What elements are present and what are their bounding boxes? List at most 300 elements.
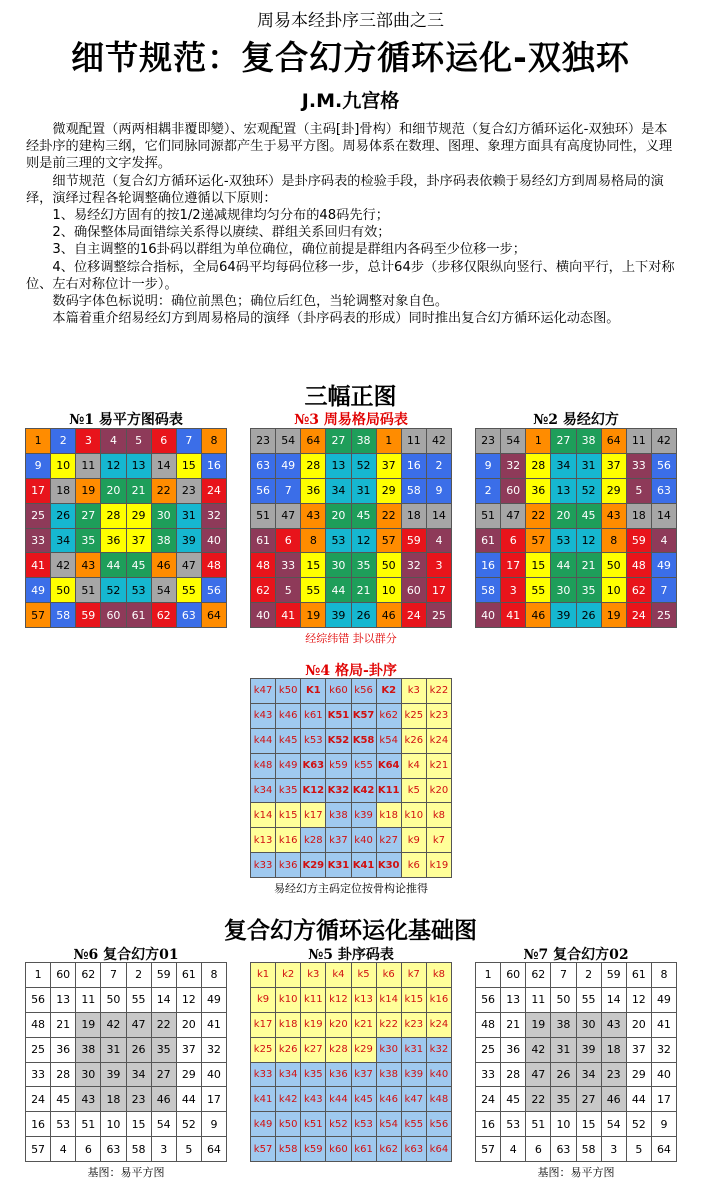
table-cell: k24 <box>426 728 451 753</box>
table-cell: k26 <box>276 1037 301 1062</box>
table-cell: 38 <box>76 1037 101 1062</box>
table-row <box>251 1012 452 1037</box>
hexagram-code-table <box>250 962 452 1162</box>
table-cell: 24 <box>476 1087 501 1112</box>
table-cell: k27 <box>301 1037 326 1062</box>
table-cell: k9 <box>401 828 426 853</box>
table-cell: 4 <box>426 528 451 553</box>
table-cell: 16 <box>201 453 226 478</box>
table-cell: k25 <box>251 1037 276 1062</box>
section-heading: 复合幻方循环运化基础图 <box>224 917 477 944</box>
table-cell: 25 <box>476 1037 501 1062</box>
table-cell: k35 <box>301 1062 326 1087</box>
table-cell: 5 <box>126 429 151 454</box>
table-cell: K30 <box>376 853 401 878</box>
table-cell: 3 <box>151 1137 176 1162</box>
table-cell: 12 <box>351 528 376 553</box>
table-cell: 6 <box>151 429 176 454</box>
table-cell: 61 <box>476 528 501 553</box>
table-cell: 10 <box>51 453 76 478</box>
table-cell: 10 <box>101 1112 126 1137</box>
table-cell: 32 <box>201 503 226 528</box>
table-cell: k48 <box>251 753 276 778</box>
table-cell: 54 <box>151 1112 176 1137</box>
table-cell: 6 <box>76 1137 101 1162</box>
table-cell: 34 <box>326 478 351 503</box>
table-row <box>476 503 677 528</box>
table-cell: 39 <box>551 603 576 628</box>
table-cell: 50 <box>51 578 76 603</box>
table-cell: k44 <box>251 728 276 753</box>
table-cell: 60 <box>501 963 526 988</box>
author-line: J.M.九宫格 <box>301 90 400 112</box>
table-cell: k24 <box>426 1012 451 1037</box>
table-cell: K63 <box>301 753 326 778</box>
table-cell: 41 <box>276 603 301 628</box>
table-cell: 59 <box>601 963 626 988</box>
table-cell: k7 <box>401 963 426 988</box>
table-cell: 34 <box>51 528 76 553</box>
table-cell: 2 <box>576 963 601 988</box>
table-cell: 27 <box>576 1087 601 1112</box>
table-cell: k8 <box>426 963 451 988</box>
table-row <box>251 478 452 503</box>
table-cell: 57 <box>526 528 551 553</box>
table-row <box>26 578 227 603</box>
table-cell: 41 <box>651 1012 676 1037</box>
table-cell: 42 <box>101 1012 126 1037</box>
table-cell: 62 <box>76 963 101 988</box>
table-cell: 6 <box>526 1137 551 1162</box>
table-cell: 50 <box>101 987 126 1012</box>
table-cell: k61 <box>301 703 326 728</box>
table-cell: 38 <box>151 528 176 553</box>
table-row <box>251 1087 452 1112</box>
page-title: 细节规范：复合幻方循环运化-双独环 <box>71 38 630 77</box>
table-cell: 35 <box>576 578 601 603</box>
table-cell: k50 <box>276 679 301 704</box>
table-cell: k53 <box>351 1112 376 1137</box>
table-cell: k59 <box>301 1137 326 1162</box>
table-cell: 7 <box>551 963 576 988</box>
table-cell: 19 <box>601 603 626 628</box>
table-row <box>251 987 452 1012</box>
table-cell: 17 <box>501 553 526 578</box>
table-row <box>251 703 452 728</box>
table-row <box>476 1012 677 1037</box>
table-cell: 13 <box>51 987 76 1012</box>
table-cell: K31 <box>326 853 351 878</box>
table-cell: 5 <box>176 1137 201 1162</box>
table-cell: 13 <box>551 478 576 503</box>
table-row <box>251 503 452 528</box>
table-cell: 15 <box>301 553 326 578</box>
table-cell: k35 <box>276 778 301 803</box>
table-cell: K58 <box>351 728 376 753</box>
table-cell: 12 <box>176 987 201 1012</box>
table-label: №2 易经幻方 <box>533 412 619 428</box>
table-cell: 24 <box>401 603 426 628</box>
table-cell: 31 <box>351 478 376 503</box>
table-label: №5 卦序码表 <box>308 947 394 963</box>
intro-paragraph: 数码字体色标说明：确位前黑色；确位后红色，当轮调整对象自色。 <box>52 294 449 310</box>
table-cell: 36 <box>501 1037 526 1062</box>
table-row <box>476 553 677 578</box>
intro-rule: 2、确保整体局面错综关系得以赓续、群组关系回归有效； <box>52 225 391 241</box>
table-row <box>26 453 227 478</box>
table-cell: k15 <box>401 987 426 1012</box>
table-cell: 62 <box>151 603 176 628</box>
table-cell: 47 <box>276 503 301 528</box>
table-cell: K11 <box>376 778 401 803</box>
table-row <box>251 603 452 628</box>
table-cell: 43 <box>301 503 326 528</box>
table-cell: K2 <box>376 679 401 704</box>
table-cell: 40 <box>476 603 501 628</box>
table-cell: k36 <box>276 853 301 878</box>
table-cell: k23 <box>426 703 451 728</box>
table-cell: 20 <box>626 1012 651 1037</box>
table-cell: 46 <box>601 1087 626 1112</box>
table-cell: 55 <box>526 578 551 603</box>
table-cell: 56 <box>251 478 276 503</box>
table-cell: 44 <box>326 578 351 603</box>
table-cell: k3 <box>401 679 426 704</box>
table-cell: 21 <box>351 578 376 603</box>
table-cell: 6 <box>501 528 526 553</box>
table-cell: k21 <box>426 753 451 778</box>
table-cell: k43 <box>251 703 276 728</box>
table-cell: 58 <box>401 478 426 503</box>
table-cell: k38 <box>376 1062 401 1087</box>
table-cell: 14 <box>151 987 176 1012</box>
table-cell: 51 <box>476 503 501 528</box>
table-cell: k22 <box>376 1012 401 1037</box>
table-cell: 18 <box>101 1087 126 1112</box>
table-cell: 19 <box>301 603 326 628</box>
table-cell: k16 <box>426 987 451 1012</box>
table-cell: k2 <box>276 963 301 988</box>
table-cell: 27 <box>76 503 101 528</box>
table-cell: 1 <box>26 963 51 988</box>
table-cell: 9 <box>201 1112 226 1137</box>
table-cell: 8 <box>201 963 226 988</box>
table-cell: 29 <box>601 478 626 503</box>
table-cell: k63 <box>401 1137 426 1162</box>
table-cell: 34 <box>576 1062 601 1087</box>
table-cell: 29 <box>376 478 401 503</box>
table-row <box>476 987 677 1012</box>
table-cell: 52 <box>626 1112 651 1137</box>
table-cell: 14 <box>426 503 451 528</box>
table-cell: 17 <box>651 1087 676 1112</box>
table-cell: K51 <box>326 703 351 728</box>
table-cell: 23 <box>476 429 501 454</box>
table-cell: 64 <box>201 1137 226 1162</box>
table-cell: 59 <box>76 603 101 628</box>
table-cell: 5 <box>276 578 301 603</box>
magic-square-table <box>25 962 227 1162</box>
table-cell: 30 <box>551 578 576 603</box>
table-cell: 4 <box>51 1137 76 1162</box>
table-cell: 5 <box>626 1137 651 1162</box>
table-cell: 61 <box>251 528 276 553</box>
table-cell: 29 <box>126 503 151 528</box>
table-cell: k64 <box>426 1137 451 1162</box>
table-cell: 22 <box>151 478 176 503</box>
table-cell: 1 <box>526 429 551 454</box>
table-cell: k62 <box>376 703 401 728</box>
table-row <box>26 1012 227 1037</box>
table-cell: 38 <box>351 429 376 454</box>
table-row <box>251 1037 452 1062</box>
table-cell: 23 <box>176 478 201 503</box>
table-row <box>251 679 452 704</box>
table-row <box>476 963 677 988</box>
table-cell: k10 <box>276 987 301 1012</box>
table-cell: 24 <box>26 1087 51 1112</box>
table-cell: 31 <box>176 503 201 528</box>
table-cell: 60 <box>401 578 426 603</box>
table-cell: 23 <box>126 1087 151 1112</box>
table-cell: 43 <box>601 1012 626 1037</box>
table-row <box>251 753 452 778</box>
table-cell: k17 <box>251 1012 276 1037</box>
table-cell: k33 <box>251 1062 276 1087</box>
table-cell: 51 <box>251 503 276 528</box>
table-cell: 27 <box>151 1062 176 1087</box>
table-cell: 53 <box>326 528 351 553</box>
table-cell: 4 <box>101 429 126 454</box>
table-row <box>251 528 452 553</box>
table-cell: 35 <box>351 553 376 578</box>
table-cell: 11 <box>76 453 101 478</box>
table-row <box>476 429 677 454</box>
table-cell: 1 <box>476 963 501 988</box>
table-note: 基图：易平方图 <box>87 1166 165 1179</box>
table-row <box>26 1112 227 1137</box>
table-cell: k34 <box>276 1062 301 1087</box>
table-cell: 35 <box>76 528 101 553</box>
table-row <box>26 987 227 1012</box>
table-cell: k29 <box>351 1037 376 1062</box>
table-cell: 41 <box>201 1012 226 1037</box>
table-cell: 30 <box>151 503 176 528</box>
table-cell: k5 <box>401 778 426 803</box>
table-cell: k23 <box>401 1012 426 1037</box>
table-cell: 43 <box>76 553 101 578</box>
table-cell: 60 <box>51 963 76 988</box>
table-cell: 10 <box>551 1112 576 1137</box>
intro-paragraph: 细节规范（复合幻方循环运化-双独环）是卦序码表的检验手段，卦序码表依赖于易经幻方到周易格局的演绎，演绎过程各轮调整确位遵循以下原则： <box>26 173 664 206</box>
table-cell: k6 <box>401 853 426 878</box>
table-cell: 47 <box>501 503 526 528</box>
table-cell: 52 <box>101 578 126 603</box>
table-cell: 1 <box>26 429 51 454</box>
table-cell: k45 <box>351 1087 376 1112</box>
table-cell: 36 <box>301 478 326 503</box>
table-cell: 25 <box>651 603 676 628</box>
table-cell: 39 <box>576 1037 601 1062</box>
table-cell: 19 <box>76 478 101 503</box>
table-cell: 22 <box>151 1012 176 1037</box>
table-cell: 43 <box>601 503 626 528</box>
table-cell: 17 <box>426 578 451 603</box>
table-cell: 22 <box>376 503 401 528</box>
table-cell: 44 <box>551 553 576 578</box>
table-cell: 60 <box>501 478 526 503</box>
table-cell: 46 <box>376 603 401 628</box>
table-cell: 10 <box>601 578 626 603</box>
supertitle: 周易本经卦序三部曲之三 <box>257 11 444 31</box>
table-cell: 64 <box>651 1137 676 1162</box>
table-cell: k6 <box>376 963 401 988</box>
table-cell: 39 <box>326 603 351 628</box>
table-cell: 56 <box>476 987 501 1012</box>
table-cell: 30 <box>76 1062 101 1087</box>
table-cell: 15 <box>576 1112 601 1137</box>
table-row <box>476 453 677 478</box>
table-row <box>251 553 452 578</box>
table-cell: 17 <box>201 1087 226 1112</box>
table-cell: 37 <box>626 1037 651 1062</box>
table-cell: k54 <box>376 1112 401 1137</box>
table-row <box>26 553 227 578</box>
table-cell: 14 <box>601 987 626 1012</box>
table-cell: 6 <box>276 528 301 553</box>
table-cell: 52 <box>576 478 601 503</box>
table-cell: 26 <box>576 603 601 628</box>
table-cell: k3 <box>301 963 326 988</box>
table-cell: 19 <box>76 1012 101 1037</box>
table-label: №7 复合幻方02 <box>523 947 629 963</box>
table-row <box>251 429 452 454</box>
table-cell: 18 <box>601 1037 626 1062</box>
table-cell: 44 <box>176 1087 201 1112</box>
table-cell: 59 <box>401 528 426 553</box>
table-cell: k55 <box>401 1112 426 1137</box>
table-note: 易经幻方主码定位按骨构论推得 <box>274 882 428 895</box>
table-cell: 35 <box>151 1037 176 1062</box>
table-cell: k56 <box>426 1112 451 1137</box>
table-cell: 55 <box>576 987 601 1012</box>
magic-square-table <box>475 962 677 1162</box>
table-cell: 12 <box>626 987 651 1012</box>
table-cell: 59 <box>626 528 651 553</box>
table-cell: k20 <box>426 778 451 803</box>
table-row <box>26 478 227 503</box>
table-cell: 57 <box>26 603 51 628</box>
table-label: №4 格局-卦序 <box>305 663 397 679</box>
table-row <box>26 1087 227 1112</box>
table-cell: 53 <box>501 1112 526 1137</box>
table-cell: 57 <box>376 528 401 553</box>
table-cell: 34 <box>126 1062 151 1087</box>
table-cell: k62 <box>376 1137 401 1162</box>
table-cell: 49 <box>651 987 676 1012</box>
table-label: №3 周易格局码表 <box>294 412 408 428</box>
table-cell: K57 <box>351 703 376 728</box>
table-cell: 33 <box>276 553 301 578</box>
table-cell: 48 <box>476 1012 501 1037</box>
table-cell: 8 <box>601 528 626 553</box>
table-cell: 60 <box>101 603 126 628</box>
table-cell: k34 <box>251 778 276 803</box>
table-cell: 28 <box>526 453 551 478</box>
table-cell: 64 <box>301 429 326 454</box>
intro-paragraph: 本篇着重介绍易经幻方到周易格局的演绎（卦序码表的形成）同时推出复合幻方循环运化动态图。 <box>52 311 620 327</box>
table-row <box>251 1112 452 1137</box>
table-row <box>251 853 452 878</box>
table-cell: k56 <box>351 679 376 704</box>
table-cell: 9 <box>426 478 451 503</box>
table-cell: 41 <box>501 603 526 628</box>
table-cell: 39 <box>101 1062 126 1087</box>
table-cell: 8 <box>301 528 326 553</box>
table-row <box>476 1087 677 1112</box>
table-cell: 41 <box>26 553 51 578</box>
table-cell: k14 <box>376 987 401 1012</box>
table-cell: k61 <box>351 1137 376 1162</box>
table-cell: k7 <box>426 828 451 853</box>
table-cell: 26 <box>126 1037 151 1062</box>
table-cell: k33 <box>251 853 276 878</box>
table-cell: 45 <box>501 1087 526 1112</box>
table-cell: 31 <box>551 1037 576 1062</box>
table-cell: 64 <box>601 429 626 454</box>
table-cell: k18 <box>376 803 401 828</box>
table-cell: 2 <box>476 478 501 503</box>
table-cell: 47 <box>176 553 201 578</box>
table-row <box>476 1062 677 1087</box>
table-cell: 25 <box>26 503 51 528</box>
table-cell: 21 <box>126 478 151 503</box>
table-cell: 14 <box>651 503 676 528</box>
table-cell: 28 <box>51 1062 76 1087</box>
table-cell: K52 <box>326 728 351 753</box>
table-cell: 9 <box>26 453 51 478</box>
magic-square-table <box>475 428 677 628</box>
magic-square-table <box>250 428 452 628</box>
table-cell: 45 <box>576 503 601 528</box>
table-cell: k55 <box>351 753 376 778</box>
table-cell: 54 <box>276 429 301 454</box>
table-cell: k16 <box>276 828 301 853</box>
table-cell: k19 <box>426 853 451 878</box>
table-cell: K64 <box>376 753 401 778</box>
table-cell: 58 <box>126 1137 151 1162</box>
table-cell: 7 <box>101 963 126 988</box>
table-cell: 49 <box>201 987 226 1012</box>
table-cell: k45 <box>276 728 301 753</box>
table-cell: 31 <box>101 1037 126 1062</box>
table-cell: 9 <box>476 453 501 478</box>
table-cell: 46 <box>151 1087 176 1112</box>
table-cell: 61 <box>126 603 151 628</box>
table-cell: 62 <box>526 963 551 988</box>
table-cell: 12 <box>576 528 601 553</box>
table-cell: 23 <box>601 1062 626 1087</box>
table-cell: 52 <box>351 453 376 478</box>
table-cell: 2 <box>126 963 151 988</box>
table-cell: 8 <box>651 963 676 988</box>
table-cell: 50 <box>551 987 576 1012</box>
intro-rule: 3、自主调整的16卦码以群组为单位确位，确位前提是群组内各码至少位移一步； <box>52 242 526 258</box>
magic-square-table <box>25 428 227 628</box>
table-cell: 16 <box>26 1112 51 1137</box>
table-row <box>251 828 452 853</box>
table-cell: 32 <box>501 453 526 478</box>
